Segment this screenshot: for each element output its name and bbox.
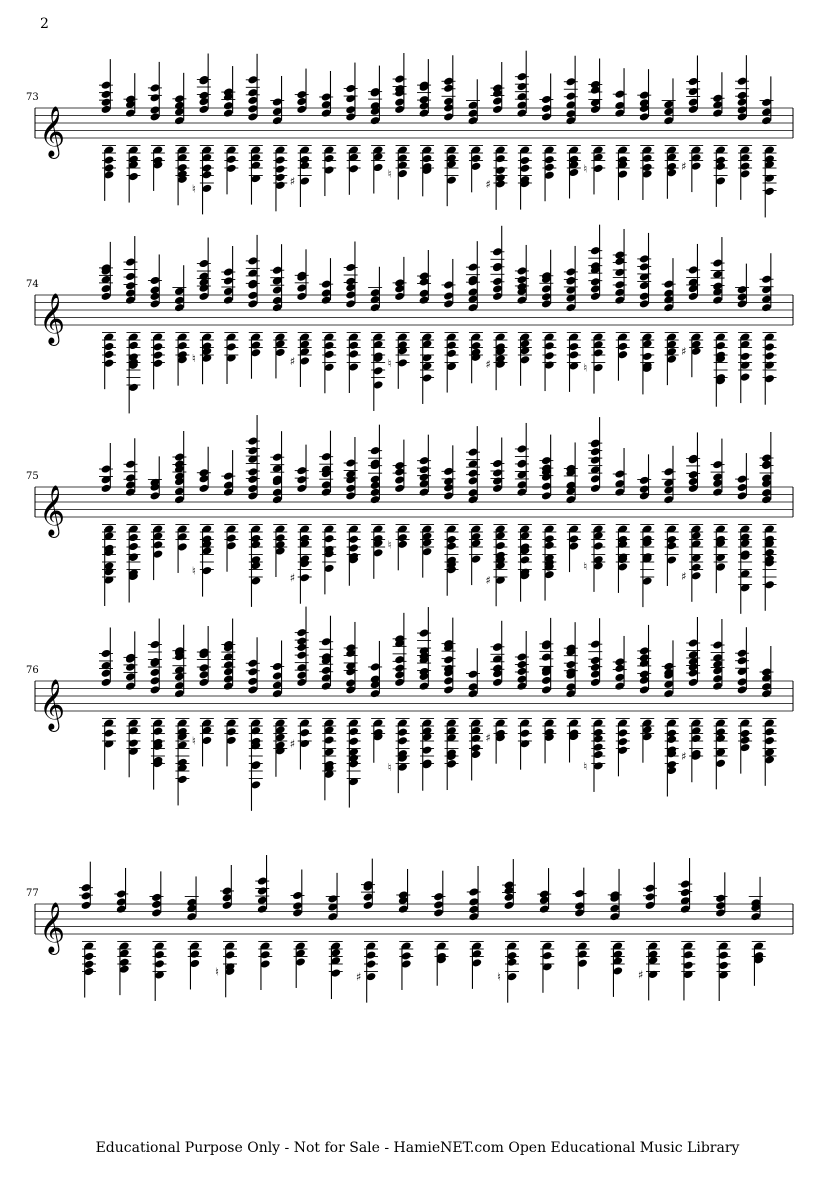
chord [715,872,726,917]
chord [345,437,356,501]
chord [275,718,286,777]
treble-clef-icon: 𝄞 [39,106,66,157]
chord [541,250,552,309]
chord [544,332,555,391]
chord [467,426,478,504]
chord [666,718,677,796]
chord [100,627,111,687]
treble-clef-icon: 𝄞 [39,485,66,536]
chord [272,640,283,698]
chord [394,613,405,687]
chord [593,524,604,592]
chord [422,332,433,404]
chord [467,241,478,312]
chord [691,718,702,782]
chord [495,718,506,763]
chord [688,432,699,493]
chord [761,432,772,504]
sharp-icon: ♮ [387,761,392,775]
chord [617,332,628,380]
sharp-icon: ♮ [387,538,392,552]
chord [125,631,136,691]
chord [753,941,764,986]
chord [296,607,307,688]
sharp-icon: ♮ [497,970,501,984]
system [26,855,793,1003]
treble-clef-icon: 𝄞 [39,293,66,344]
chord [666,524,677,586]
chord [565,56,576,126]
chord [614,68,625,118]
chord [174,625,185,699]
sharp-icon: ♯ [485,177,491,191]
chord [544,718,555,763]
sharp-icon: ♮ [583,559,588,573]
chord [125,236,136,305]
chord [565,622,576,698]
sharp-icon: ♯ [289,354,296,368]
chord [541,618,552,695]
chord [503,859,514,910]
chord [541,73,552,121]
chord [394,53,405,114]
chord [152,145,163,191]
chord [443,618,454,695]
sharp-icon: ♮ [387,356,392,370]
chord [223,246,234,305]
chord [401,941,412,990]
chord [468,866,479,921]
chord [541,435,552,501]
chord [617,524,628,593]
chord [321,258,332,305]
chord [516,245,527,305]
chord [443,445,454,500]
chord [663,640,674,698]
chord [370,425,381,505]
chord [296,69,307,115]
chord [223,450,234,497]
chord [226,524,237,572]
chord [691,332,702,377]
chord [299,524,310,604]
chord [275,145,286,211]
chord [299,145,310,207]
chord [539,868,550,914]
chord [568,718,579,762]
chord [568,524,579,572]
chord [639,233,650,309]
chord [128,332,139,413]
chord [128,524,139,602]
chord [295,941,306,988]
chord [370,66,381,126]
chord [103,524,114,606]
chord [149,62,160,122]
measure-number: 73 [26,92,39,103]
chord [519,145,530,209]
chord [373,145,384,193]
chord [715,524,726,593]
chord [740,524,751,614]
chord [397,524,408,570]
chord [495,332,506,390]
chord [348,524,359,586]
system [26,51,793,218]
chord [590,225,601,301]
chord [740,718,751,773]
chord [436,941,447,986]
system [26,225,793,414]
sharp-icon: ♮ [191,182,196,196]
chord [275,332,286,378]
sharp-icon: ♯ [681,569,687,583]
chord [590,417,601,493]
chord [100,242,111,301]
chord [100,443,111,493]
system [26,415,793,614]
chord [750,877,761,922]
chord [152,718,163,789]
chord [151,871,162,917]
chord [345,63,356,122]
chord [83,941,94,997]
sharp-icon: ♯ [485,358,491,372]
chord [715,332,726,406]
chord [617,145,628,200]
chord [764,145,775,217]
sharp-icon: ♯ [289,737,296,751]
chord [348,718,359,807]
chord [565,442,576,504]
chord [116,868,127,914]
chord [80,862,91,910]
sharp-icon: ♮ [583,162,588,176]
chord [177,524,188,573]
chord [737,264,748,309]
chord [712,439,723,497]
chord [373,718,384,763]
chord [492,226,503,301]
chord [495,524,506,606]
chord [737,453,748,501]
chord [201,718,212,766]
chord [152,524,163,580]
chord [149,456,160,500]
chord [321,616,332,691]
chord [712,619,723,691]
chord [764,718,775,786]
chord [149,619,160,695]
sharp-icon: ♮ [191,734,196,748]
chord [128,718,139,777]
measure-number: 76 [26,665,39,676]
chord [174,431,185,504]
chord [250,145,261,204]
chord [224,941,235,997]
chord [691,524,702,602]
measure-number: 77 [26,888,39,899]
footer-text: Educational Purpose Only - Not for Sale - HamieNET.com Open Educational Music Library [95,1140,740,1156]
sharp-icon: ♯ [638,968,644,982]
chord [688,55,699,114]
chord [250,524,261,607]
sharp-icon: ♯ [681,750,687,764]
chord [177,718,188,805]
chord [296,445,307,494]
chord [201,524,212,596]
chord [223,619,234,691]
chord [186,876,197,921]
chord [443,259,454,309]
sharp-icon: ♯ [681,160,687,174]
chord [103,332,114,389]
chord [688,617,699,687]
sharp-icon: ♯ [681,345,687,359]
sharp-icon: ♯ [485,731,491,745]
sharp-icon: ♮ [191,352,196,366]
chord [663,258,674,312]
chord [321,71,332,118]
chord [189,941,200,989]
chord [398,869,409,914]
chord [642,524,653,607]
chord [250,718,261,811]
chord [712,72,723,118]
chord [260,941,271,990]
chord [198,54,209,115]
chord [272,244,283,312]
chord [174,265,185,312]
chord [614,229,625,305]
chord [419,607,430,691]
treble-clef-icon: 𝄞 [39,679,66,730]
chord [433,871,444,918]
chord [688,244,699,301]
chord [250,332,261,379]
sharp-icon: ♮ [583,759,588,773]
chord [639,625,650,695]
chord [370,641,381,698]
chord [639,454,650,500]
chord [470,718,481,780]
chord [519,524,530,601]
chord [419,250,430,305]
page-number: 2 [40,16,49,32]
chord [422,718,433,790]
chord [574,868,585,918]
sharp-icon: ♯ [485,574,491,588]
chord [226,718,237,766]
chord [198,447,209,493]
chord [103,145,114,201]
chord [614,636,625,691]
chord [715,718,726,789]
chord [691,145,702,192]
chord [470,145,481,192]
chord [471,941,482,989]
chord [292,870,303,918]
sharp-icon: ♯ [289,571,296,585]
chord [614,448,625,497]
chord [590,618,601,687]
chord [247,637,258,694]
chord [516,631,527,691]
chord [593,718,604,792]
chord [446,524,457,596]
chord [152,332,163,389]
chord [247,415,258,501]
chord [590,58,601,114]
chord [612,941,623,997]
chord [149,254,160,308]
chord [324,718,335,800]
chord [740,332,751,403]
sharp-icon: ♯ [356,970,362,984]
sharp-icon: ♮ [583,361,588,375]
chord [198,626,209,687]
measure-number: 75 [26,471,39,482]
chord [201,145,212,214]
chord [125,438,136,497]
treble-clef-icon: 𝄞 [39,902,66,953]
chord [257,855,268,914]
chord [764,524,775,611]
chord [544,145,555,201]
chord [345,622,356,695]
sharp-icon: ♮ [191,564,196,578]
chord [125,73,136,118]
chord [577,941,588,989]
chord [370,267,381,313]
chord [495,145,506,210]
chord [683,941,694,1000]
chord [394,440,405,494]
sharp-icon: ♯ [289,175,296,189]
chord [642,718,653,763]
chord [663,446,674,505]
chord [467,79,478,125]
chord [100,59,111,114]
chord [419,59,430,118]
sharp-icon: ♮ [215,965,219,979]
chord [761,253,772,312]
chord [644,862,655,910]
chord [663,78,674,125]
system [26,607,793,811]
chord [272,431,283,504]
chord [715,145,726,207]
chord [373,332,384,411]
chord [327,873,338,922]
chord [198,238,209,302]
chord [247,235,258,309]
chord [492,438,503,494]
chord [221,865,232,910]
chord [324,524,335,594]
chord [128,145,139,202]
chord [642,332,653,394]
chord [446,718,457,790]
sharp-icon: ♮ [387,167,392,181]
chord [516,423,527,497]
chord [647,941,658,1000]
chord [397,332,408,389]
chord [419,435,430,497]
chord [617,718,628,776]
chord [680,858,691,914]
chord [330,941,341,999]
chord [394,257,405,301]
measure-number: 74 [26,279,39,290]
chord [764,332,775,404]
